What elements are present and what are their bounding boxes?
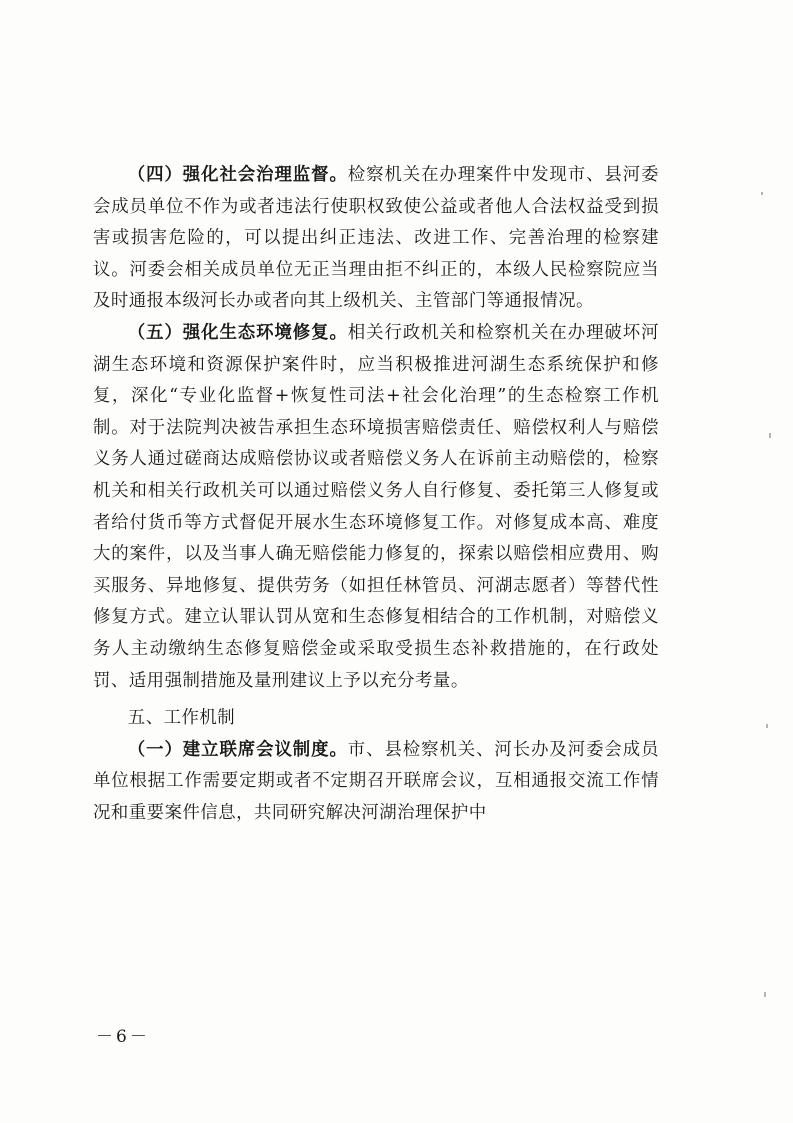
document-body	[93, 160, 659, 829]
scan-edge-mark	[764, 992, 766, 997]
paragraph-lead: （一）建立联席会议制度。	[127, 739, 348, 760]
page-number: －6－	[96, 1027, 150, 1047]
paragraph-ecological-restoration	[93, 318, 659, 697]
paragraph-text: 检察机关在办理案件中发现市、县河委会成员单位不作为或者违法行使职权致使公益或者他人合法权益受到损害或损害危险的，可以提出纠正违法、改进工作、完善治理的检察建议。河委会相关成员单位无正当理由拒不纠正的，本级人民检察院应当及时通报本级河长办或者向其上级机关、主管部门等通报情况。	[93, 165, 659, 312]
scan-edge-mark	[769, 433, 771, 438]
paragraph-text: 市、县检察机关、河长办及河委会成员单位根据工作需要定期或者不定期召开联席会议，互相通报交流工作情况和重要案件信息，共同研究解决河湖治理保护中	[93, 739, 659, 823]
section-heading-work-mechanism: 五、工作机制	[127, 708, 236, 729]
paragraph-social-governance	[93, 160, 659, 318]
paragraph-text: 相关行政机关和检察机关在办理破坏河湖生态环境和资源保护案件时，应当积极推进河湖生态系统保护和修复，深化“专业化监督+恢复性司法+社会化治理”的生态检察工作机制。对于法院判决被告承担生态环境损害赔偿责任、赔偿权利人与赔偿义务人通过磋商达成赔偿协议或者赔偿义务人在诉前主动赔偿的，检察机关和相关行政机关可以通过赔偿义务人自行修复、委托第三人修复或者给付货币等方式督促开展水生态环境修复工作。对修复成本高、难度大的案件，以及当事人确无赔偿能力修复的，探索以赔偿相应费用、购买服务、异地修复、提供劳务（如担任林管员、河湖志愿者）等替代性修复方式。建立认罪认罚从宽和生态修复相结合的工作机制，对赔偿义务人主动缴纳生态修复赔偿金或采取受损生态补救措施的，在行政处罚、适用强制措施及量刑建议上予以充分考量。	[93, 322, 659, 691]
paragraph-lead: （四）强化社会治理监督。	[127, 165, 348, 185]
paragraph-joint-meeting	[93, 735, 659, 830]
paragraph-lead: （五）强化生态环境修复。	[127, 322, 348, 343]
scan-edge-mark	[766, 724, 768, 728]
scan-edge-mark	[761, 192, 763, 195]
